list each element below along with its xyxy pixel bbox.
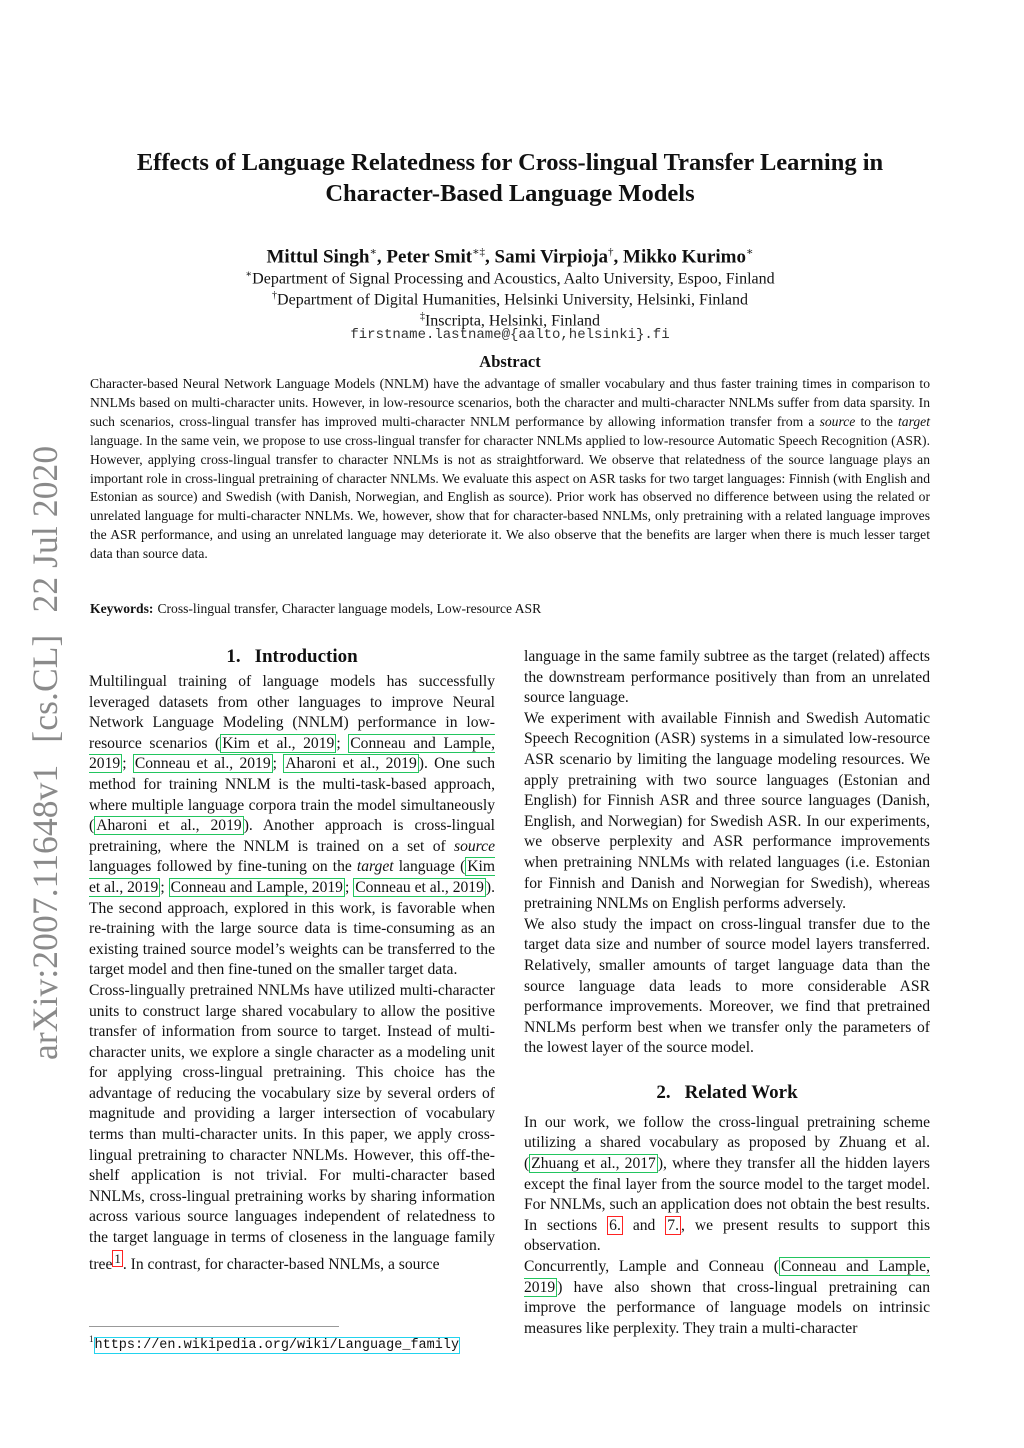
footnote-url-link[interactable]: https://en.wikipedia.org/wiki/Language_family bbox=[94, 1337, 460, 1353]
citation-link[interactable]: Zhuang et al., 2017 bbox=[531, 1155, 656, 1173]
paper-title bbox=[90, 147, 930, 209]
intro-paragraph-2: Cross-lingually pretrained NNLMs have utilized multi-character units to construct large shared vocabulary to allow the positive transfer of information from source to target. Instead of multi-character units, we explore a single character as a modeling unit for applying cross-lingual pretraining. This choice has the advantage of reducing the vocabulary size by several orders of magnitude and providing a larger intersection of vocabulary terms than multi-character units. In this paper, we apply cross-lingual pretraining to character NNLMs. However, this off-the-shelf application is not trivial. For multi-character based NNLMs, cross-lingual pretraining works by sharing information across various source languages independent of relatedness to the target language in terms of closeness in the language family tree $^1$ . In contrast, for character-based NNLMs, a source bbox=[89, 981, 495, 1273]
footnote-mark: 1 bbox=[89, 1334, 94, 1344]
citation-link[interactable]: Conneau and Lample, 2019 bbox=[524, 1258, 930, 1296]
author-mark: ∗‡ bbox=[472, 246, 486, 258]
arxiv-side-stamp bbox=[20, 440, 70, 1060]
author-list: Mittul Singh∗, Peter Smit∗‡, Sami Virpioja†, Mikko Kurimo∗ bbox=[266, 246, 754, 268]
author-email: firstname.lastname@{aalto,helsinki}.fi bbox=[350, 327, 670, 343]
affiliation-mark: † bbox=[272, 290, 278, 301]
intro-paragraph-5: We also study the impact on cross-lingual transfer due to the target data size and number of source model layers transferred. Relatively, smaller amounts of target language data than the source language data leads to more considerable ASR performance improvements. Moreover, we find that pretrained NNLMs perform best when we transfer only the parameters of the lowest layer of the source model. bbox=[524, 915, 930, 1057]
title-line-2: Character-Based Language Models bbox=[325, 180, 695, 207]
author-name: Mikko Kurimo bbox=[623, 246, 747, 268]
citation-link[interactable]: Kim et al., 2019 bbox=[89, 858, 496, 896]
author-name: Sami Virpioja bbox=[494, 246, 609, 268]
affiliation-text: Department of Signal Processing and Acoustics, Aalto University, Espoo, Finland bbox=[252, 270, 775, 288]
intro-paragraph-4: We experiment with available Finnish and Swedish Automatic Speech Recognition (ASR) systems in a simulated low-resource ASR scenario by limiting the language modeling resources. We apply pretraining with two source languages (Estonian and English) for Finnish ASR and three source languages (Danish, English, and Norwegian) for Swedish ASR. In our experiments, we observe perplexity and ASR performance improvements when pretraining NNLMs with related languages (i.e. Estonian for Finnish and Danish and Norwegian for Swedish), whereas pretraining NNLMs on English performs adversely. bbox=[524, 709, 930, 913]
footnote-link[interactable]: 1 bbox=[114, 1250, 121, 1266]
keywords-label: Keywords: bbox=[90, 601, 154, 616]
right-column bbox=[524, 647, 930, 1339]
arxiv-category: [cs.CL] bbox=[25, 634, 65, 743]
citation-link[interactable]: Conneau and Lample, 2019 bbox=[170, 878, 343, 896]
intro-paragraph-3: language in the same family subtree as the target (related) affects the downstream performance positively than from an unrelated source language. bbox=[524, 648, 930, 707]
section-ref-link[interactable]: 7. bbox=[667, 1216, 679, 1234]
abstract-emph: target bbox=[898, 413, 930, 429]
author-name: Peter Smit bbox=[386, 246, 473, 268]
affiliation-mark: ∗ bbox=[245, 269, 253, 280]
affiliation-mark: ‡ bbox=[419, 311, 425, 322]
title-line-1: Effects of Language Relatedness for Cross-lingual Transfer Learning in bbox=[136, 149, 884, 176]
section-number: 2. bbox=[656, 1081, 671, 1103]
abstract-part: Character-based Neural Network Language Models (NNLM) have the advantage of smaller vocabulary and thus faster training times in comparison to NNLMs based on multi-character units. However, in low-resource scenarios, both the character and multi-character NNLMs suffer from data sparsity. In such scenarios, cross-lingual transfer has improved multi-character NNLM performance by allowing information transfer from a bbox=[90, 376, 930, 429]
citation-link[interactable]: Conneau et al., 2019 bbox=[134, 755, 271, 773]
abstract-part: language. In the same vein, we propose to use cross-lingual transfer for character NNLMs applied to low-resource Automatic Speech Recognition (ASR). However, applying cross-lingual transfer to character NNLMs is not as straightforward. We observe that relatedness of the source language plays an important role in cross-lingual pretraining of character NNLMs. We evaluate this aspect on ASR tasks for two target languages: Finnish (with English and Estonian as source) and Swedish (with Danish, Norwegian, and English as source). Prior work has observed no difference between using the related or unrelated language for multi-character NNLMs. We, however, show that for character-based NNLMs, only pretraining with a related language improves the ASR performance, and using an unrelated language may deteriorate it. We also observe that the benefits are larger when there is much lesser target data than source data. bbox=[90, 432, 930, 562]
arxiv-date: 22 Jul 2020 bbox=[25, 445, 65, 613]
intro-paragraph-1: Multilingual training of language models has successfully leveraged datasets from other languages to improve Neural Network Language Modeling (NNLM) performance in low-resource scenarios ( Kim et al., 2019 ; Conneau and Lample, 2019 ; Conneau et al., 2019 ; Aharoni et al., 2019 ). One such method for training NNLM is the multi-task-based approach, where multiple language corpora train the model simultaneously ( Aharoni et al., 2019 ). Another approach is cross-lingual pretraining, where the NNLM is trained on a set of source languages followed by fine-tuning on the target language ( Kim et al., 2019 ; Conneau and Lample, 2019 ; Conneau et al., 2019 ). The second approach, explored in this work, is favorable when re-training with the large source data is time-consuming as an existing trained source model’s weights can be transferred to the target model and then fine-tuned on the smaller target data. bbox=[89, 673, 496, 979]
author-mark: ∗ bbox=[369, 246, 377, 258]
section-title: Introduction bbox=[254, 646, 358, 667]
author-name: Mittul Singh bbox=[266, 246, 370, 268]
author-mark: † bbox=[608, 246, 614, 258]
section-ref-link[interactable]: 6. bbox=[609, 1216, 621, 1234]
section-title: Related Work bbox=[684, 1081, 798, 1103]
keywords bbox=[90, 601, 930, 617]
affiliation-text: Inscripta, Helsinki, Finland bbox=[424, 312, 601, 330]
abstract-emph: source bbox=[819, 413, 856, 429]
citation-link[interactable]: Kim et al., 2019 bbox=[222, 734, 335, 752]
citation-link[interactable]: Conneau and Lample, 2019 bbox=[89, 734, 495, 773]
abstract-heading: Abstract bbox=[479, 352, 541, 371]
arxiv-id: arXiv:2007.11648v1 bbox=[25, 764, 65, 1060]
left-column bbox=[89, 645, 495, 1275]
citation-link[interactable]: Conneau et al., 2019 bbox=[355, 878, 484, 896]
footnote-rule bbox=[89, 1326, 339, 1327]
section-heading-introduction bbox=[89, 645, 495, 669]
section-heading-related-work bbox=[524, 1081, 930, 1105]
abstract-part: to the bbox=[855, 413, 899, 429]
footnote bbox=[89, 1330, 495, 1355]
keywords-text: Cross-lingual transfer, Character language models, Low-resource ASR bbox=[157, 601, 542, 616]
author-mark: ∗ bbox=[746, 246, 754, 258]
section-number: 1. bbox=[226, 646, 241, 667]
related-paragraph-2: Concurrently, Lample and Conneau ( Conneau and Lample, 2019 ) have also shown that cross-lingual pretraining can improve the performance of language models on intrinsic measures like perplexity. They train a multi-character bbox=[524, 1258, 930, 1337]
abstract-text bbox=[90, 375, 930, 564]
affiliation-text: Department of Digital Humanities, Helsinki University, Helsinki, Finland bbox=[277, 291, 748, 309]
related-paragraph-1: In our work, we follow the cross-lingual pretraining scheme utilizing a shared vocabulary as proposed by Zhuang et al. ( Zhuang et al., 2017 ), where they transfer all the hidden layers except the final layer from the source model to the target model. For NNLMs, such an application does not obtain the best results. In sections 6. and 7. , we present results to support this observation. bbox=[524, 1113, 931, 1255]
citation-link[interactable]: Aharoni et al., 2019 bbox=[285, 755, 417, 773]
citation-link[interactable]: Aharoni et al., 2019 bbox=[96, 817, 242, 835]
